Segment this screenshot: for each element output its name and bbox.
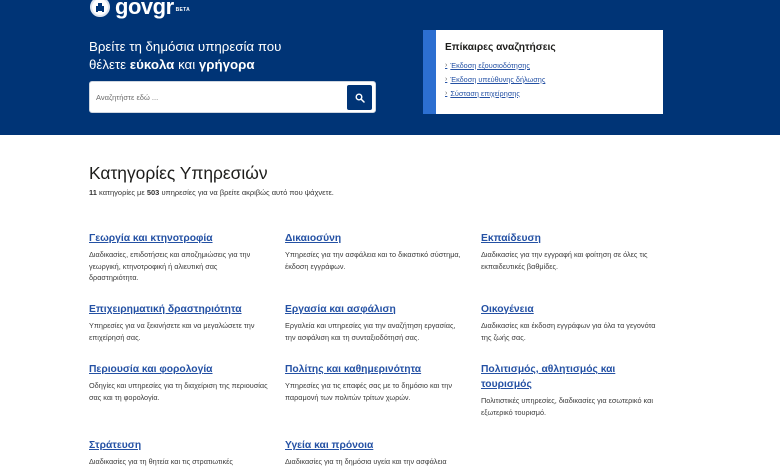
category-description: Υπηρεσίες για την ασφάλεια και το δικαστικό σύστημα, έκδοση εγγράφων.: [285, 250, 461, 271]
trending-link-solemn-declaration[interactable]: [445, 73, 663, 87]
trending-link-label[interactable]: Έκδοση εξουσιοδότησης: [450, 61, 530, 70]
search-bar: [89, 81, 376, 113]
service-count: 503: [146, 188, 160, 197]
category-card: [89, 231, 269, 284]
summary-text: κατηγορίες με: [99, 188, 145, 197]
chevron-right-icon: ›: [445, 89, 448, 97]
page-title: Κατηγορίες Υπηρεσιών: [89, 163, 268, 183]
trending-link-authorization[interactable]: [445, 59, 663, 73]
category-card: [285, 362, 465, 403]
category-link-family[interactable]: Οικογένεια: [481, 304, 534, 315]
category-link-citizen[interactable]: Πολίτης και καθημερινότητα: [285, 364, 422, 375]
category-card: [481, 302, 661, 343]
header-banner: [0, 0, 780, 135]
category-link-military[interactable]: Στράτευση: [89, 440, 142, 451]
category-link-business[interactable]: Επιχειρηματική δραστηριότητα: [89, 304, 242, 315]
category-link-property-tax[interactable]: Περιουσία και φορολογία: [89, 364, 213, 375]
hero-emphasis-fast: γρήγορα: [198, 57, 255, 72]
category-description: Διαδικασίες για τη θητεία και τις στρατιωτικές: [89, 457, 233, 466]
category-card: [285, 302, 465, 343]
category-card: [481, 362, 661, 418]
category-link-health[interactable]: Υγεία και πρόνοια: [285, 440, 374, 451]
logo-gr-text: gr: [152, 0, 174, 19]
search-icon: [355, 93, 365, 103]
category-description: Διαδικασίες και έκδοση εγγράφων για όλα τα γεγονότα της ζωής σας.: [481, 321, 656, 342]
government-seal-icon: [90, 0, 110, 17]
hero-text: θέλετε: [89, 57, 127, 72]
category-card: [89, 302, 269, 343]
category-card: [285, 438, 465, 468]
category-link-agriculture[interactable]: Γεωργία και κτηνοτροφία: [89, 233, 213, 244]
category-description: Διαδικασίες για την εγγραφή και φοίτηση σε όλες τις εκπαιδευτικές βαθμίδες.: [481, 250, 648, 271]
trending-link-business-setup[interactable]: [445, 87, 663, 101]
hero-text: και: [178, 57, 196, 72]
category-description: Διαδικασίες για τη δημόσια υγεία και την ασφάλεια: [285, 457, 447, 466]
trending-searches-panel: [423, 30, 663, 114]
category-card: [89, 438, 269, 468]
category-description: Διαδικασίες, επιδοτήσεις και αποζημιώσεις για την γεωργική, κτηνοτροφική ή αλιευτική σας δραστηριότητα.: [89, 250, 251, 283]
category-count: 11: [89, 188, 97, 197]
beta-badge: BETA: [175, 7, 191, 13]
category-description: Υπηρεσίες για να ξεκινήσετε και να μεγαλώσετε την επιχείρησή σας.: [89, 321, 255, 342]
search-input[interactable]: [90, 82, 340, 112]
hero-heading-line1: Βρείτε τη δημόσια υπηρεσία που: [89, 39, 282, 54]
category-link-education[interactable]: Εκπαίδευση: [481, 233, 541, 244]
hero-emphasis-easy: εύκολα: [129, 57, 175, 72]
trending-link-label[interactable]: Έκδοση υπεύθυνης δήλωσης: [450, 74, 546, 84]
trending-title: Επίκαιρες αναζητήσεις: [445, 42, 556, 53]
category-link-employment[interactable]: Εργασία και ασφάλιση: [285, 304, 396, 315]
category-card: [89, 362, 269, 403]
chevron-right-icon: ›: [445, 62, 448, 69]
hero-heading-line2: [89, 56, 255, 74]
category-link-justice[interactable]: Δικαιοσύνη: [285, 233, 342, 244]
trending-link-label[interactable]: Σύσταση επιχείρησης: [450, 88, 520, 98]
search-button[interactable]: [347, 85, 372, 110]
govgr-logo[interactable]: [90, 0, 190, 19]
chevron-right-icon: ›: [445, 75, 448, 83]
category-description: Πολιτιστικές υπηρεσίες, διαδικασίες για εσωτερικό και εξωτερικό τουρισμό.: [481, 396, 653, 417]
category-card: [481, 231, 661, 272]
category-description: Εργαλεία και υπηρεσίες για την αναζήτηση εργασίας, την ασφάλιση και τη συνταξιοδότησή σας.: [285, 321, 456, 342]
summary-text: υπηρεσίες για να βρείτε ακριβώς αυτό που ψάχνετε.: [161, 188, 334, 197]
categories-summary: [89, 188, 334, 197]
category-link-culture[interactable]: Πολιτισμός, αθλητισμός και τουρισμός: [481, 364, 616, 390]
category-description: Οδηγίες και υπηρεσίες για τη διαχείριση της περιουσίας σας και τη φορολογία.: [89, 381, 268, 402]
logo-gov-text: gov: [115, 0, 153, 19]
category-card: [285, 231, 465, 272]
category-description: Υπηρεσίες για τις επαφές σας με το δημόσιο και την παραμονή των πολιτών τρίτων χωρών.: [285, 381, 453, 402]
